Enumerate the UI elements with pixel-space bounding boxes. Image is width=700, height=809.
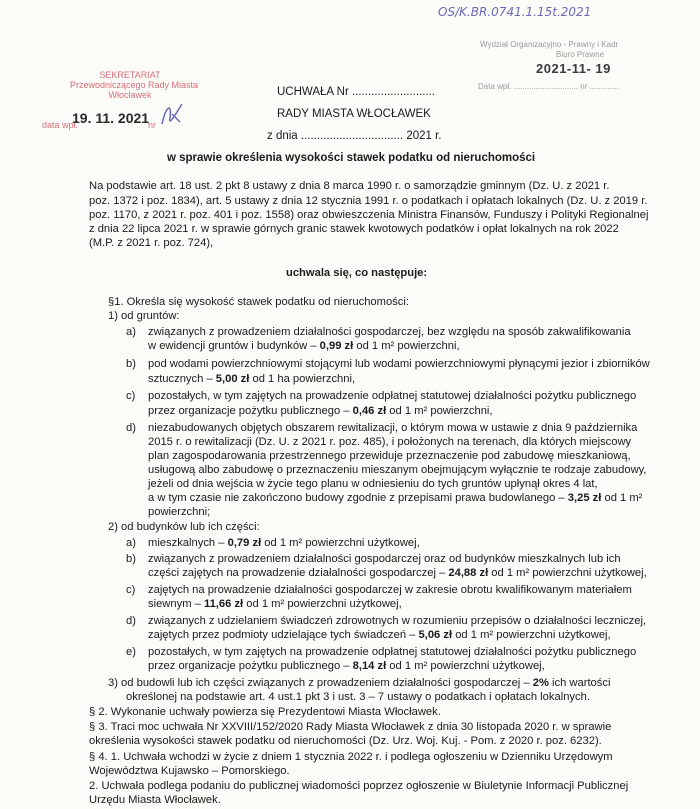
preamble-line-4: z dnia 22 lipca 2021 r. w sprawie górnych granic stawek kwotowych podatków i opłat lokalnych na rok 2022 <box>89 223 619 235</box>
stamp-secretariat-line2: Przewodniczącego Rady Miasta <box>70 80 199 90</box>
item-1a-line1: związanych z prowadzeniem działalności gospodarczej, bez względu na sposób zakwalifikowania <box>148 326 631 338</box>
item-1d-line4: usługową albo zabudowę o przeznaczeniu mieszanym obejmującym wyłącznie te rodzaje zabudowy, <box>148 464 647 476</box>
stamp-date-label: data wpł. <box>42 120 79 130</box>
item-2d-line1: związanych z udzielaniem świadczeń zdrowotnych w rozumieniu przepisów o działalności leczniczej, <box>148 615 647 627</box>
preamble-line-1: Na podstawie art. 18 ust. 2 pkt 8 ustawy z dnia 8 marca 1990 r. o samorządzie gminnym (Dz. U. z 2021 r. <box>89 180 610 192</box>
council-name: RADY MIASTA WŁOCŁAWEK <box>277 108 431 120</box>
item-2b-line1: związanych z prowadzeniem działalności gospodarczej oraz od budynków mieszkalnych lub ich <box>148 553 621 565</box>
item-2e-line2: przez organizacje pożytku publicznego – 8,14 zł od 1 m² powierzchni użytkowej, <box>148 660 545 672</box>
section-4-2-line2: Urzędu Miasta Włocławek. <box>89 794 221 806</box>
stamp-secretariat <box>70 70 199 100</box>
item-1c-line2: przez organizacje pożytku publicznego – 0,46 zł od 1 m² powierzchni, <box>148 405 493 417</box>
section-1-intro: §1. Określa się wysokość stawek podatku od nieruchomości: <box>108 296 409 308</box>
resolution-date: z dnia ................................ 2021 r. <box>267 130 442 142</box>
item-1b-line2: sztucznych – 5,00 zł od 1 ha powierzchni, <box>148 373 356 385</box>
item-2b-letter: b) <box>126 553 136 565</box>
item-1d-line1: niezabudowanych objętych obszarem rewitalizacji, o którym mowa w ustawie z dnia 9 października <box>148 422 638 434</box>
item-1d-line7: powierzchni; <box>148 506 211 518</box>
item-2e-line1: pozostałych, w tym zajętych na prowadzenie odpłatnej statutowej działalności pożytku publicznego <box>148 646 637 658</box>
item-2d-letter: d) <box>126 615 136 627</box>
item-1d-letter: d) <box>126 422 136 434</box>
section-3-line1: § 3. Traci moc uchwała Nr XXVIII/152/2020 Rady Miasta Włocławek z dnia 30 listopada 2020 r. w sprawie <box>89 721 612 733</box>
handwritten-reference: OS/K.BR.0741.1.15t.2021 <box>438 5 592 19</box>
enacting-clause: uchwala się, co następuje: <box>286 267 428 279</box>
section-4-2-line1: 2. Uchwała podlega podaniu do publicznej wiadomości poprzez ogłoszenie w Biuletynie Informacji Publicznej <box>89 780 629 792</box>
stamp-department-line1: Wydział Organizacyjno - Prawny i Kadr <box>480 40 619 49</box>
item-2a-line1: mieszkalnych – 0,79 zł od 1 m² powierzchni użytkowej, <box>148 537 420 549</box>
item-1a-letter: a) <box>126 326 136 338</box>
item-2c-letter: c) <box>126 584 136 596</box>
signature-mark <box>158 100 186 130</box>
item-1d-line6: a w tym czasie nie zakończono budowy zgodnie z przepisami prawa budowlanego – 3,25 zł od 1 m² <box>148 492 643 504</box>
section-3-line2: określenia wysokości stawek podatku od nieruchomości (Dz. Urz. Woj. Kuj. - Pom. z 2020 r. poz. 6232). <box>89 735 602 747</box>
section-1-point-3-line2: określonej na podstawie art. 4 ust.1 pkt 3 i ust. 3 – 7 ustawy o podatkach i opłatach lokalnych. <box>126 691 590 703</box>
item-1b-line1: pod wodami powierzchniowymi stojącymi lub wodami powierzchniowymi płynącymi jezior i zbiorników <box>148 358 650 370</box>
item-1d-line5: jeżeli od dnia wejścia w życie tego planu w odniesieniu do tych gruntów upłynął okres 4 lat, <box>148 478 598 490</box>
section-2: § 2. Wykonanie uchwały powierza się Prezydentowi Miasta Włocławek. <box>89 706 441 718</box>
section-4-1-line2: Województwa Kujawsko – Pomorskiego. <box>89 765 290 777</box>
stamp-secretariat-line1: SEKRETARIAT <box>99 70 161 80</box>
preamble-line-3: poz. 1170, z 2021 r. poz. 401 i poz. 1558) oraz obwieszczenia Ministra Finansów, Funduszy i Polityki Regionalnej <box>89 209 649 221</box>
stamp-received-date: 2021-11- 19 <box>536 61 611 76</box>
stamp-nr-label: nr <box>148 120 157 130</box>
item-1b-letter: b) <box>126 358 136 370</box>
item-1d-line3: plan zagospodarowania przestrzennego przewiduje przeznaczenie pod zabudowę mieszkaniową, <box>148 450 631 462</box>
item-2d-line2: zajętych przez podmioty udzielające tych świadczeń – 5,06 zł od 1 m² powierzchni użytkowej, <box>148 629 611 641</box>
item-2a-letter: a) <box>126 537 136 549</box>
item-1a-line2: w ewidencji gruntów i budynków – 0,99 zł od 1 m² powierzchni, <box>148 340 460 352</box>
item-1d-line2: 2015 r. o rewitalizacji (Dz. U. z 2021 r. poz. 485), i położonych na terenach, dla których miejscowy <box>148 436 632 448</box>
item-2e-letter: e) <box>126 646 136 658</box>
item-2c-line2: siewnym – 11,66 zł od 1 m² powierzchni użytkowej, <box>148 598 402 610</box>
item-2b-line2: części zajętych na prowadzenie działalności gospodarczej – 24,88 zł od 1 m² powierzchni użytkowej, <box>148 567 647 579</box>
stamp-date: 19. 11. 2021 <box>72 110 150 126</box>
preamble-line-5: (M.P. z 2021 r. poz. 724), <box>89 237 214 249</box>
section-1-point-1: 1) od gruntów: <box>108 310 180 322</box>
section-4-1-line1: § 4. 1. Uchwała wchodzi w życie z dniem 1 stycznia 2022 r. i podlega ogłoszeniu w Dzienniku Urzędowym <box>89 751 613 763</box>
resolution-number: UCHWAŁA Nr .......................... <box>277 86 436 98</box>
item-1c-letter: c) <box>126 390 136 402</box>
stamp-department-line2: Biuro Prawne <box>556 50 605 59</box>
stamp-wpl-line: Data wpł. ............................. nr ............. <box>478 82 619 91</box>
item-1c-line1: pozostałych, w tym zajętych na prowadzenie odpłatnej statutowej działalności pożytku publicznego <box>148 390 637 402</box>
resolution-subject: w sprawie określenia wysokości stawek podatku od nieruchomości <box>167 152 536 164</box>
stamp-secretariat-line3: Włocławek <box>108 90 152 100</box>
section-1-point-2: 2) od budynków lub ich części: <box>108 521 260 533</box>
section-1-point-3-line1: 3) od budowli lub ich części związanych z prowadzeniem działalności gospodarczej – 2% ich wartości <box>108 677 611 689</box>
preamble-line-2: poz. 1372 i poz. 1834), art. 5 ustawy z dnia 12 stycznia 1991 r. o podatkach i opłatach lokalnych (Dz. U. z 2019 r. <box>89 195 648 207</box>
item-2c-line1: zajętych na prowadzenie działalności gospodarczej w zakresie obrotu kwalifikowanym materiałem <box>148 584 632 596</box>
